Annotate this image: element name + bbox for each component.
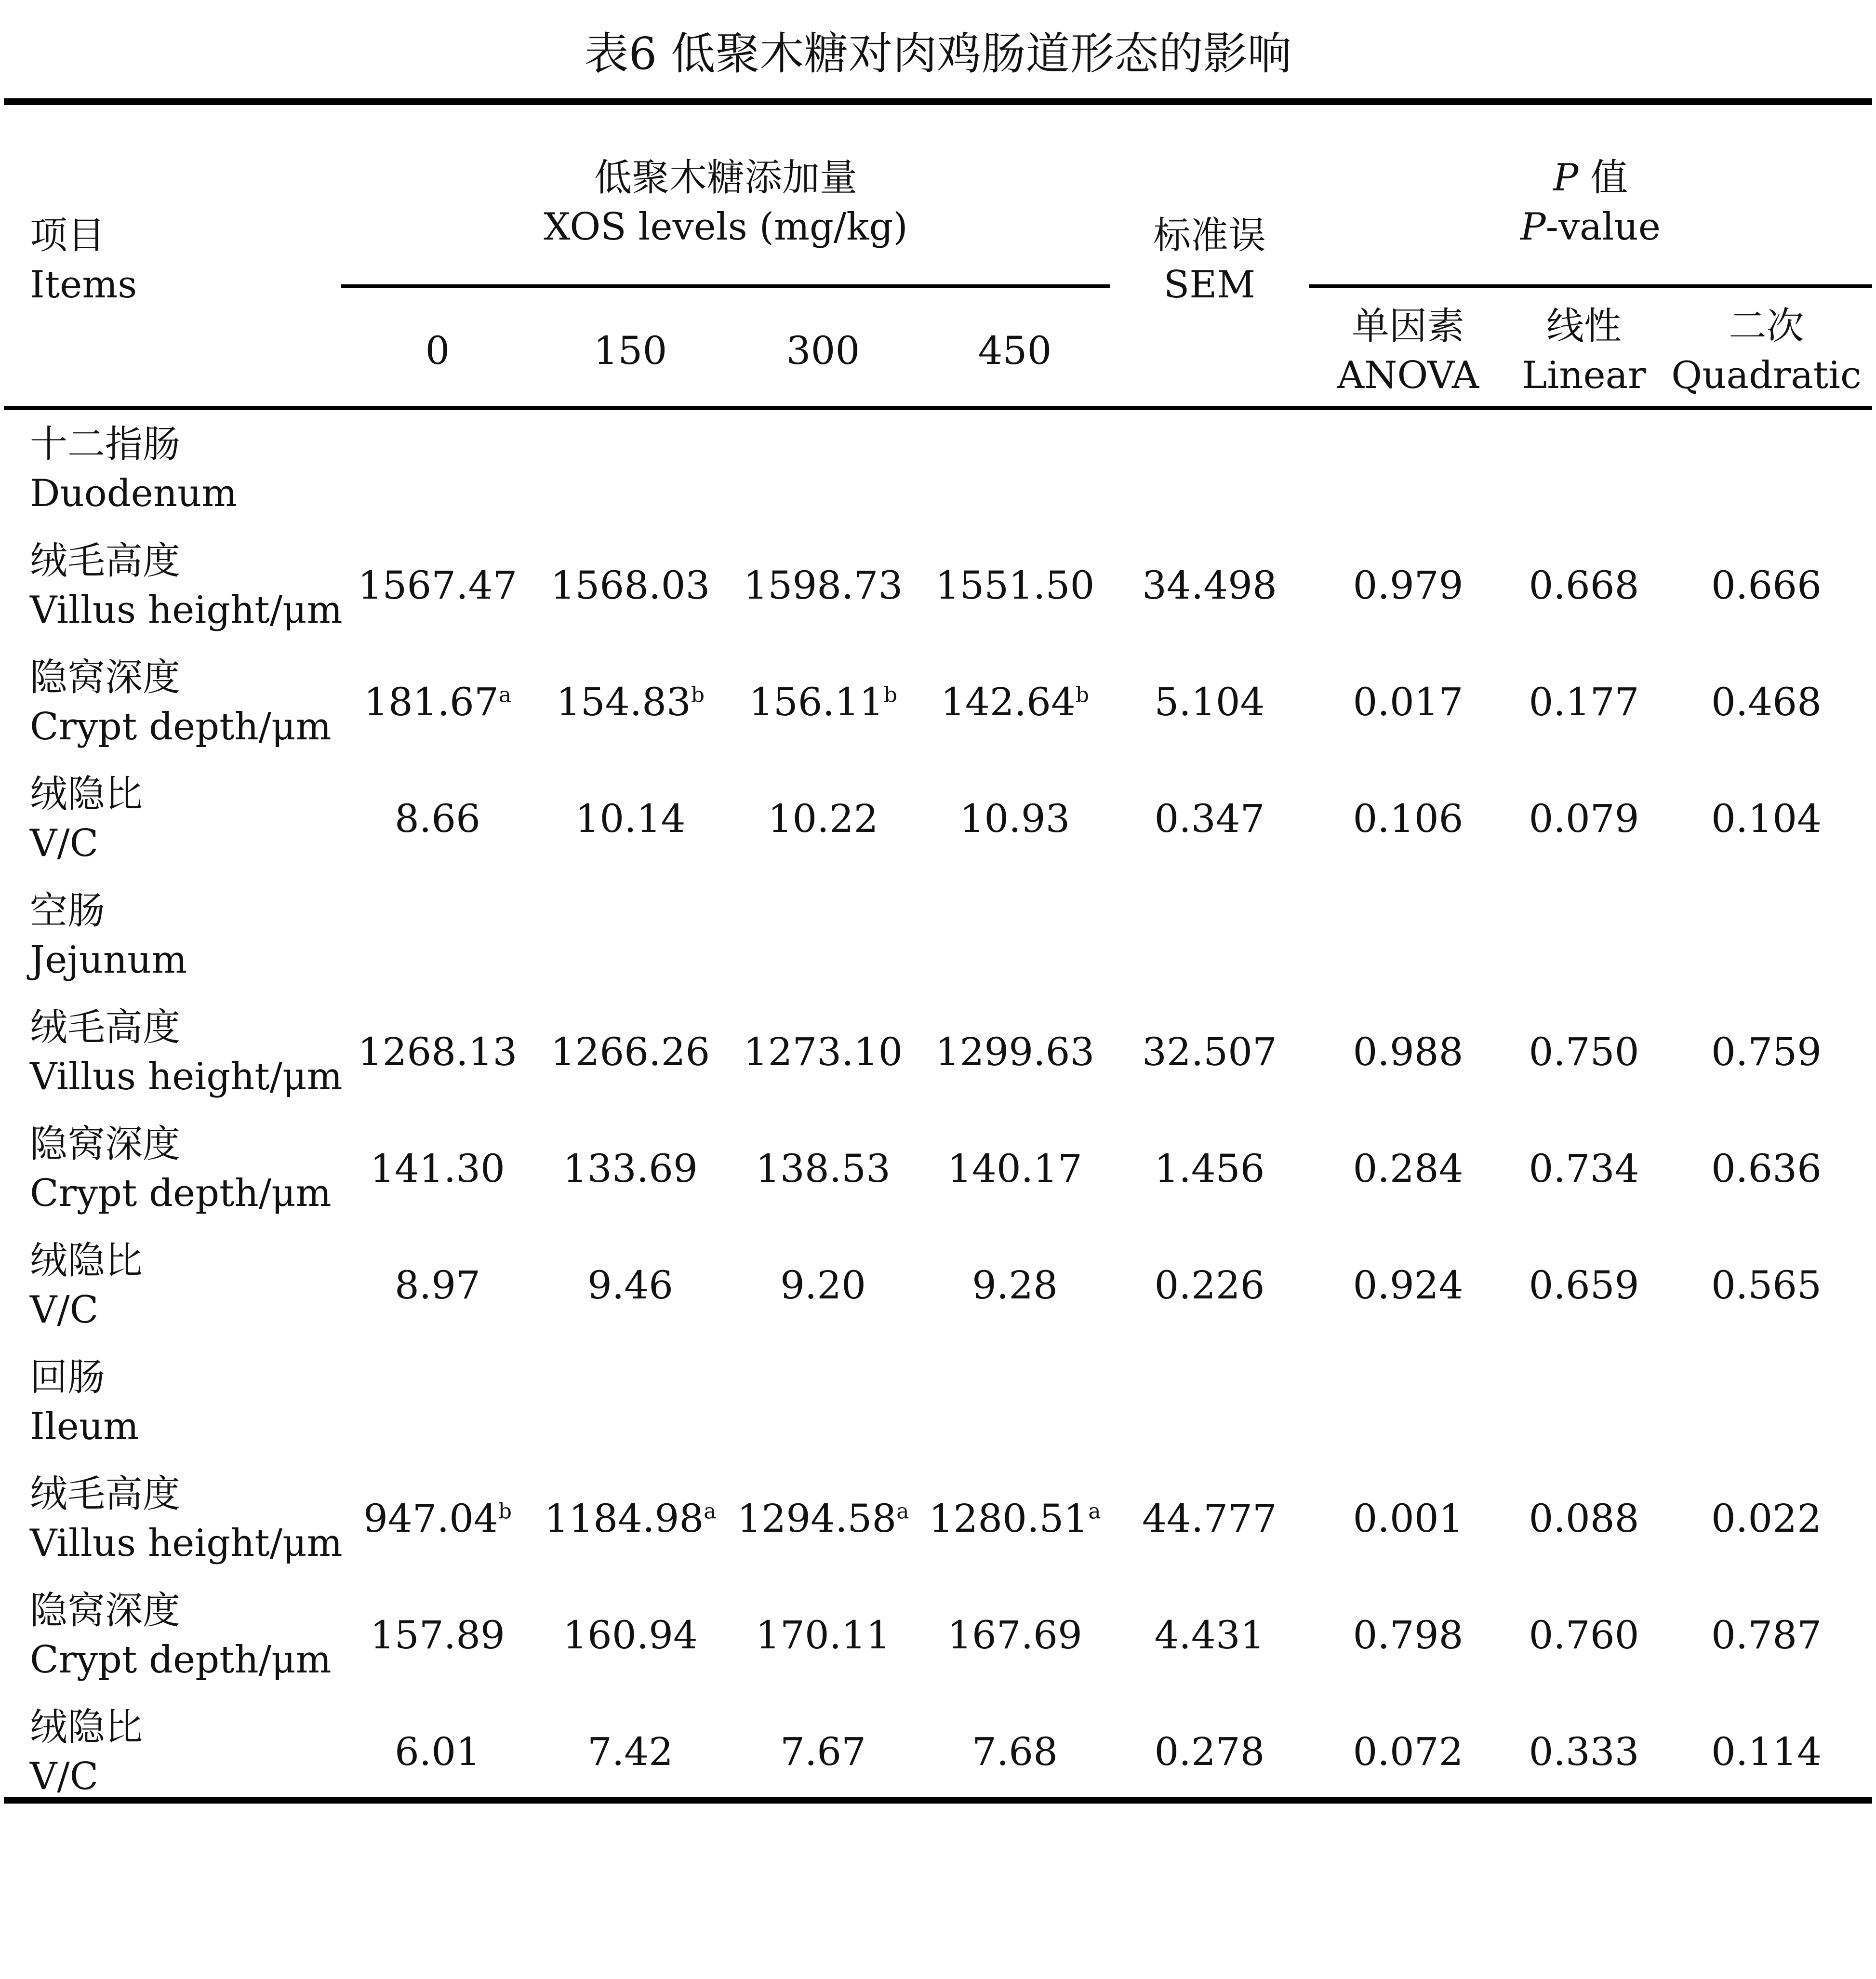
anova-value: 0.001 — [1353, 1496, 1464, 1541]
row-label-en: V/C — [30, 1288, 99, 1332]
sem-value: 1.456 — [1154, 1146, 1265, 1191]
cell-value-wrap — [780, 1261, 866, 1310]
table-cell — [534, 534, 727, 637]
cell-value-wrap — [563, 1144, 698, 1193]
xos-level-header — [534, 299, 727, 402]
cell-value: 8.66 — [394, 796, 481, 841]
row-label-zh: 绒毛高度 — [30, 539, 181, 583]
anova-header-zh: 单因素 — [1351, 304, 1464, 348]
row-label-zh: 绒毛高度 — [30, 1472, 181, 1516]
anova-value: 0.924 — [1353, 1262, 1464, 1308]
anova-value: 0.979 — [1353, 562, 1464, 608]
table-cell — [919, 1700, 1110, 1804]
cell-value: 138.53 — [756, 1146, 891, 1191]
sem-value: 0.347 — [1154, 796, 1265, 841]
cell-value-wrap — [947, 1611, 1082, 1660]
linear-value: 0.333 — [1529, 1729, 1639, 1774]
cell-value-wrap — [941, 678, 1089, 727]
table-cell — [727, 1700, 919, 1804]
anova-cell — [1309, 650, 1507, 754]
anova-value: 0.106 — [1353, 796, 1464, 841]
sem-header-en: SEM — [1163, 263, 1256, 307]
row-label-zh: 隐窝深度 — [30, 1122, 181, 1166]
sem-cell — [1110, 1583, 1309, 1687]
anova-cell — [1309, 1700, 1507, 1804]
row-label-en: Crypt depth/μm — [30, 1638, 332, 1682]
table-cell — [919, 650, 1110, 754]
cell-value: 1266.26 — [550, 1029, 710, 1074]
xos-header-zh: 低聚木糖添加量 — [594, 156, 857, 200]
section-label-en: Jejunum — [30, 938, 187, 982]
cell-value-wrap — [756, 1611, 891, 1660]
table-cell — [534, 1000, 727, 1104]
section-label-en: Duodenum — [30, 471, 238, 515]
linear-value: 0.088 — [1529, 1496, 1639, 1541]
linear-value: 0.659 — [1529, 1262, 1639, 1308]
row-label-en: Villus height/μm — [30, 588, 343, 632]
p-symbol: P — [1553, 156, 1579, 200]
cell-value-wrap — [749, 678, 897, 727]
row-label — [30, 650, 332, 754]
linear-cell — [1507, 1233, 1661, 1337]
anova-header-en: ANOVA — [1337, 353, 1479, 397]
sem-cell — [1110, 1000, 1309, 1104]
table-cell — [727, 1117, 919, 1220]
cell-value-wrap — [358, 1028, 518, 1077]
significance-letter: b — [883, 682, 898, 707]
section-label-zh: 回肠 — [30, 1355, 106, 1399]
table-cell — [341, 534, 534, 637]
table-cell — [534, 650, 727, 754]
sem-value: 44.777 — [1142, 1496, 1277, 1541]
cell-value-wrap — [972, 1261, 1058, 1310]
anova-cell — [1309, 1000, 1507, 1104]
quad-value: 0.114 — [1711, 1729, 1822, 1774]
cell-value-wrap — [737, 1494, 909, 1543]
pvalue-header-zh — [1553, 153, 1628, 202]
cell-value: 1294.58 — [737, 1496, 897, 1541]
table-title: 表6 低聚木糖对肉鸡肠道形态的影响 — [584, 28, 1292, 80]
anova-value: 0.988 — [1353, 1029, 1464, 1074]
cell-value: 140.17 — [947, 1146, 1082, 1191]
quad-cell — [1661, 1583, 1872, 1687]
cell-value-wrap — [370, 1611, 505, 1660]
row-label — [30, 1467, 343, 1570]
table-cell — [534, 1583, 727, 1687]
significance-letter: b — [1075, 682, 1090, 707]
sem-value: 0.278 — [1154, 1729, 1265, 1774]
cell-value: 154.83 — [556, 679, 691, 724]
cell-value-wrap — [935, 561, 1095, 610]
sem-cell — [1110, 767, 1309, 870]
cell-value-wrap — [364, 678, 511, 727]
table-cell — [341, 1467, 534, 1570]
cell-value: 1299.63 — [935, 1029, 1095, 1074]
table-cell — [919, 767, 1110, 870]
table-cell — [919, 534, 1110, 637]
anova-cell — [1309, 1583, 1507, 1687]
row-label-zh: 绒隐比 — [30, 1705, 143, 1749]
table-cell — [919, 1467, 1110, 1570]
cell-value: 1268.13 — [358, 1029, 518, 1074]
anova-cell — [1309, 767, 1507, 870]
row-label — [30, 1233, 143, 1337]
cell-value: 10.14 — [575, 796, 686, 841]
anova-header — [1309, 299, 1507, 402]
quad-value: 0.468 — [1711, 679, 1822, 724]
significance-letter: b — [691, 682, 705, 707]
significance-letter: a — [896, 1498, 909, 1524]
row-label-zh: 隐窝深度 — [30, 655, 181, 699]
table-cell — [341, 1233, 534, 1337]
xos-level-header — [341, 299, 534, 402]
quad-cell — [1661, 1467, 1872, 1570]
row-label-zh: 隐窝深度 — [30, 1589, 181, 1632]
table-cell — [534, 767, 727, 870]
sem-header — [1110, 207, 1309, 313]
anova-cell — [1309, 534, 1507, 637]
cell-value: 1184.98 — [544, 1496, 704, 1541]
cell-value: 156.11 — [748, 679, 884, 724]
anova-cell — [1309, 1467, 1507, 1570]
linear-cell — [1507, 650, 1661, 754]
cell-value: 142.64 — [940, 679, 1076, 724]
cell-value-wrap — [551, 561, 710, 610]
table-cell — [341, 767, 534, 870]
sem-cell — [1110, 1700, 1309, 1804]
cell-value: 141.30 — [370, 1146, 505, 1191]
table-cell — [919, 1233, 1110, 1337]
anova-value: 0.798 — [1353, 1612, 1464, 1658]
xos-level-label: 450 — [978, 328, 1052, 373]
linear-header — [1507, 299, 1661, 402]
row-label — [30, 1117, 332, 1220]
cell-value-wrap — [744, 1028, 903, 1077]
row-label-en: V/C — [30, 821, 99, 865]
cell-value-wrap — [587, 1727, 673, 1777]
linear-cell — [1507, 1583, 1661, 1687]
cell-value-wrap — [363, 1494, 512, 1543]
linear-value: 0.079 — [1529, 796, 1639, 841]
xos-header — [341, 149, 1110, 255]
cell-value-wrap — [556, 678, 705, 727]
table-cell — [727, 650, 919, 754]
row-label — [30, 767, 143, 870]
row-label — [30, 1583, 332, 1687]
table-cell — [341, 1583, 534, 1687]
sem-cell — [1110, 534, 1309, 637]
cell-value: 133.69 — [563, 1146, 698, 1191]
items-header-zh: 项目 — [30, 214, 106, 257]
table-cell — [919, 1117, 1110, 1220]
sem-cell — [1110, 1233, 1309, 1337]
quad-cell — [1661, 1233, 1872, 1337]
row-label-zh: 绒隐比 — [30, 772, 143, 816]
linear-cell — [1507, 1000, 1661, 1104]
quad-header-zh: 二次 — [1729, 304, 1804, 348]
linear-header-zh: 线性 — [1546, 304, 1622, 348]
sem-cell — [1110, 1467, 1309, 1570]
table-cell — [534, 1700, 727, 1804]
section-label-zh: 十二指肠 — [30, 422, 181, 466]
linear-value: 0.760 — [1529, 1612, 1639, 1658]
xos-rule — [341, 284, 1110, 288]
cell-value-wrap — [756, 1144, 891, 1193]
linear-header-en: Linear — [1522, 353, 1646, 397]
cell-value: 1273.10 — [743, 1029, 903, 1074]
sem-cell — [1110, 1117, 1309, 1220]
cell-value-wrap — [370, 1144, 505, 1193]
quad-value: 0.104 — [1711, 796, 1822, 841]
sem-cell — [1110, 650, 1309, 754]
linear-cell — [1507, 767, 1661, 870]
cell-value-wrap — [395, 794, 480, 843]
anova-cell — [1309, 1233, 1507, 1337]
pvalue-header — [1309, 149, 1872, 255]
quad-value: 0.759 — [1711, 1029, 1822, 1074]
table-cell — [341, 1117, 534, 1220]
row-label-zh: 绒毛高度 — [30, 1005, 181, 1049]
section-label-en: Ileum — [30, 1404, 139, 1448]
sem-value: 0.226 — [1154, 1262, 1265, 1308]
xos-level-header — [919, 299, 1110, 402]
quad-header — [1661, 299, 1872, 402]
cell-value-wrap — [544, 1494, 716, 1543]
row-label — [30, 534, 343, 637]
cell-value: 181.67 — [363, 679, 499, 724]
cell-value: 1568.03 — [550, 562, 710, 608]
cell-value: 9.28 — [971, 1262, 1058, 1308]
table-cell — [727, 1467, 919, 1570]
linear-value: 0.177 — [1529, 679, 1639, 724]
section-label — [30, 1350, 139, 1454]
linear-value: 0.668 — [1529, 562, 1639, 608]
quad-cell — [1661, 1700, 1872, 1804]
items-header — [30, 207, 137, 313]
top-rule — [4, 98, 1872, 105]
cell-value-wrap — [395, 1727, 480, 1777]
cell-value-wrap — [780, 1727, 866, 1777]
row-label-zh: 绒隐比 — [30, 1239, 143, 1283]
cell-value: 170.11 — [756, 1612, 891, 1658]
row-label — [30, 1000, 343, 1104]
cell-value-wrap — [972, 1727, 1058, 1777]
cell-value: 10.93 — [959, 796, 1070, 841]
quad-value: 0.787 — [1711, 1612, 1822, 1658]
table-cell — [727, 1000, 919, 1104]
sem-value: 4.431 — [1154, 1612, 1265, 1658]
cell-value-wrap — [575, 794, 685, 843]
significance-letter: a — [704, 1498, 717, 1524]
cell-value-wrap — [744, 561, 903, 610]
cell-value: 1280.51 — [929, 1496, 1089, 1541]
row-label-en: Crypt depth/μm — [30, 705, 332, 749]
sem-header-zh: 标准误 — [1153, 214, 1266, 257]
p-zh: 值 — [1590, 156, 1628, 200]
header-rule — [4, 406, 1872, 410]
row-label-en: Villus height/μm — [30, 1055, 343, 1098]
linear-value: 0.734 — [1529, 1146, 1639, 1191]
anova-cell — [1309, 1117, 1507, 1220]
cell-value-wrap — [358, 561, 518, 610]
table-cell — [341, 1000, 534, 1104]
quad-cell — [1661, 650, 1872, 754]
table-cell — [341, 1700, 534, 1804]
significance-letter: a — [498, 682, 512, 707]
linear-cell — [1507, 1700, 1661, 1804]
cell-value: 9.46 — [587, 1262, 674, 1308]
cell-value-wrap — [929, 1494, 1101, 1543]
cell-value: 7.42 — [587, 1729, 674, 1774]
sem-value: 32.507 — [1142, 1029, 1277, 1074]
table-cell — [727, 767, 919, 870]
items-header-en: Items — [30, 263, 137, 307]
linear-value: 0.750 — [1529, 1029, 1639, 1074]
xos-level-header — [727, 299, 919, 402]
row-label — [30, 1700, 143, 1804]
cell-value-wrap — [947, 1144, 1082, 1193]
quad-value: 0.565 — [1711, 1262, 1822, 1308]
pvalue-header-en — [1520, 202, 1661, 252]
section-label — [30, 417, 237, 521]
cell-value: 157.89 — [370, 1612, 505, 1658]
table-cell — [919, 1583, 1110, 1687]
cell-value: 947.04 — [363, 1496, 498, 1541]
table-cell — [727, 534, 919, 637]
cell-value: 1567.47 — [358, 562, 518, 608]
linear-cell — [1507, 534, 1661, 637]
cell-value: 7.68 — [971, 1729, 1058, 1774]
cell-value-wrap — [768, 794, 878, 843]
xos-level-label: 300 — [786, 328, 860, 373]
p-en-suffix: -value — [1545, 205, 1661, 249]
quad-cell — [1661, 1117, 1872, 1220]
row-label-en: Crypt depth/μm — [30, 1171, 332, 1215]
table-cell — [534, 1117, 727, 1220]
table-cell — [534, 1467, 727, 1570]
table-cell — [727, 1233, 919, 1337]
linear-cell — [1507, 1467, 1661, 1570]
xos-level-label: 150 — [593, 328, 667, 373]
significance-letter: b — [498, 1498, 512, 1524]
row-label-en: Villus height/μm — [30, 1521, 343, 1565]
cell-value-wrap — [395, 1261, 480, 1310]
sem-value: 5.104 — [1154, 679, 1265, 724]
quad-value: 0.666 — [1711, 562, 1822, 608]
table-cell — [341, 650, 534, 754]
xos-level-label: 0 — [425, 328, 450, 373]
cell-value: 8.97 — [394, 1262, 481, 1308]
table-cell — [727, 1583, 919, 1687]
cell-value-wrap — [563, 1611, 698, 1660]
cell-value: 10.22 — [768, 796, 878, 841]
anova-value: 0.284 — [1353, 1146, 1464, 1191]
pvalue-rule — [1309, 284, 1872, 288]
cell-value-wrap — [959, 794, 1070, 843]
quad-value: 0.636 — [1711, 1146, 1822, 1191]
cell-value-wrap — [935, 1028, 1095, 1077]
p-en-symbol: P — [1520, 205, 1546, 249]
cell-value: 167.69 — [947, 1612, 1082, 1658]
cell-value-wrap — [551, 1028, 710, 1077]
sem-value: 34.498 — [1142, 562, 1277, 608]
table-cell — [534, 1233, 727, 1337]
section-label — [30, 883, 187, 987]
quad-cell — [1661, 767, 1872, 870]
table-cell — [919, 1000, 1110, 1104]
significance-letter: a — [1088, 1498, 1101, 1524]
cell-value: 1598.73 — [743, 562, 903, 608]
linear-cell — [1507, 1117, 1661, 1220]
quad-cell — [1661, 1000, 1872, 1104]
row-label-en: V/C — [30, 1754, 99, 1798]
cell-value: 9.20 — [780, 1262, 866, 1308]
anova-value: 0.017 — [1353, 679, 1464, 724]
cell-value-wrap — [587, 1261, 673, 1310]
cell-value: 6.01 — [394, 1729, 481, 1774]
anova-value: 0.072 — [1353, 1729, 1464, 1774]
quad-cell — [1661, 534, 1872, 637]
section-label-zh: 空肠 — [30, 889, 106, 933]
quad-header-en: Quadratic — [1671, 353, 1862, 397]
quad-value: 0.022 — [1711, 1496, 1822, 1541]
cell-value: 160.94 — [563, 1612, 698, 1658]
cell-value: 1551.50 — [935, 562, 1095, 608]
cell-value: 7.67 — [780, 1729, 866, 1774]
xos-header-en: XOS levels (mg/kg) — [544, 205, 908, 249]
